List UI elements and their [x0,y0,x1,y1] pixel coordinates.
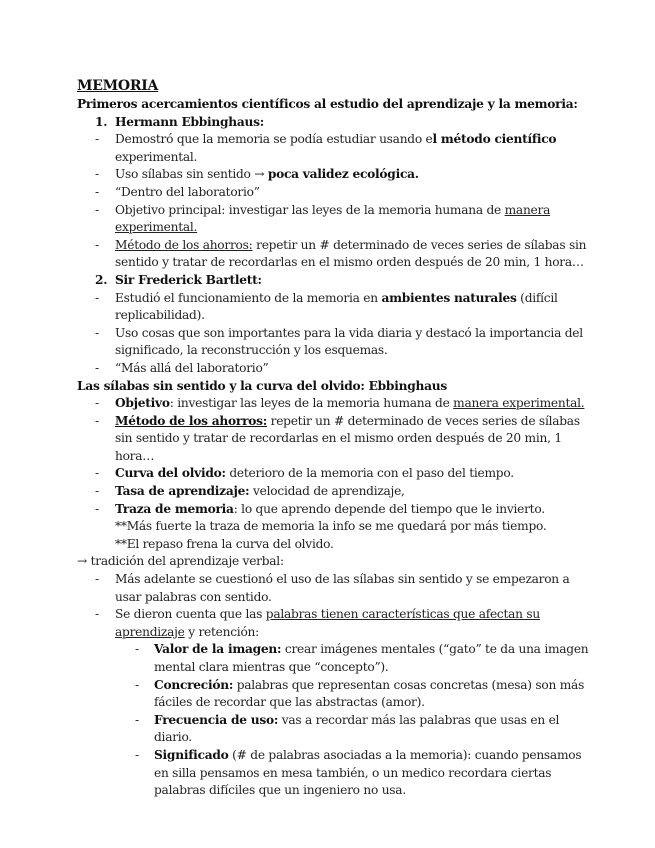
bold-text: Concreción: [154,677,234,692]
note-line: **Más fuerte la traza de memoria la info se me quedará por más tiempo. [115,519,547,534]
list-item [77,413,597,466]
list-number: 1. [95,114,108,129]
text: Estudió el funcionamiento de la memoria en [115,290,382,305]
list-item [77,483,597,501]
sub-list-item [77,677,597,712]
list-item [77,360,597,378]
text: “Más allá del laboratorio” [115,360,269,375]
text: repetir un # determinado de veces series de sílabas sin sentido y tratar de recordarlas en el mismo orden después de 20 min, 1 hora… [115,413,580,463]
bullet-dash: - [135,642,139,657]
text: crear imágenes mentales (“gato” te da una imagen mental clara mientras que “concepto”). [154,642,589,674]
numbered-item-ebbinghaus [77,114,597,132]
sub-list-item [77,641,597,676]
text: Uso sílabas sin sentido → [115,167,268,182]
bold-text: Objetivo [115,396,170,411]
bold-text: Frecuencia de uso: [154,712,279,727]
text: palabras que representan cosas concretas (mesa) son más fáciles de recordar que las abstractas (amor). [154,677,585,710]
text: deterioro de la memoria con el paso del tiempo. [225,466,514,481]
list-number: 2. [95,272,108,287]
bullet-dash: - [95,132,99,147]
text: experimental. [115,149,198,164]
bullet-dash: - [95,413,99,428]
bullet-dash: - [95,290,99,305]
list-item [77,202,597,237]
list-item [77,325,597,360]
bullet-dash: - [95,572,99,587]
sub-list-item [77,712,597,747]
text: Objetivo principal: investigar las leyes de la memoria humana de [115,202,505,217]
bold-text: Significado [154,747,229,762]
list-item [77,571,597,606]
scientist-name: Sir Frederick Bartlett: [115,272,262,287]
bullet-dash: - [95,607,99,622]
note-line: **El repaso frena la curva del olvido. [115,536,334,551]
list-item [77,237,597,272]
text: Uso cosas que son importantes para la vida diaria y destacó la importancia del significado, la reconstrucción y los esquemas. [115,325,583,358]
bullet-dash: - [95,466,99,481]
bold-text: l método científico [432,132,557,147]
list-item [77,606,597,641]
bullet-dash: - [95,184,99,199]
arrow-right-icon: → [77,554,87,569]
text: vas a recordar más las palabras que usas en el diario. [154,712,560,745]
text: tradición del aprendizaje verbal: [86,554,284,569]
bold-text: poca validez ecológica. [267,167,419,182]
list-item [77,465,597,483]
bold-text: Traza de memoria [115,501,234,516]
bullet-dash: - [95,202,99,217]
text: (difícil replicabilidad). [115,290,558,323]
text: (# de palabras asociadas a la memoria): cuando pensamos en silla pensamos en mesa también, o un medico recordara ciertas palabras difíciles que un ingeniero no usa. [154,747,582,798]
bold-text: Curva del olvido: [115,466,226,481]
text: : investigar las leyes de la memoria humana de [169,396,454,411]
document-title: MEMORIA [77,78,159,94]
sub-list-item [77,747,597,800]
bullet-dash: - [95,360,99,375]
bullet-dash: - [95,484,99,499]
bullet-dash: - [95,396,99,411]
list-item [77,131,597,166]
list-item [77,395,597,413]
underlined-text: manera experimental. [453,396,585,411]
text: Demostró que la memoria se podía estudiar usando e [115,132,433,147]
text: y retención: [184,624,259,639]
bullet-dash: - [135,677,139,692]
bold-underlined-text: Método de los ahorros: [115,413,267,428]
bullet-dash: - [95,501,99,516]
bullet-dash: - [135,747,139,762]
text: repetir un # determinado de veces series de sílabas sin sentido y tratar de recordarlas en el mismo orden después de 20 min, 1 hora… [115,237,587,270]
scientist-name: Hermann Ebbinghaus: [115,114,265,129]
bullet-dash: - [95,237,99,252]
document-page [77,77,597,800]
section-heading-tradicion [77,553,597,571]
text: velocidad de aprendizaje, [249,484,405,499]
underlined-text: Método de los ahorros: [115,237,253,252]
bold-text: Tasa de aprendizaje: [115,484,250,499]
text: Se dieron cuenta que las [115,607,266,622]
section-heading-silabas: Las sílabas sin sentido y la curva del olvido: Ebbinghaus [77,378,447,393]
text: Más adelante se cuestionó el uso de las sílabas sin sentido y se empezaron a usar palabras con sentido. [115,572,570,604]
list-item [77,290,597,325]
text: “Dentro del laboratorio” [115,184,260,199]
list-item [77,184,597,202]
bold-text: Valor de la imagen: [154,642,282,657]
underlined-text: manera experimental. [115,202,551,235]
bullet-dash: - [95,167,99,182]
underlined-text: palabras tienen características que afectan su aprendizaje [115,607,541,639]
bold-text: ambientes naturales [381,290,517,305]
numbered-item-bartlett [77,272,597,290]
section-heading-primeros: Primeros acercamientos científicos al estudio del aprendizaje y la memoria: [77,97,578,111]
list-item [77,501,597,519]
text: : lo que aprendo depende del tiempo que le invierto. [233,501,545,516]
bullet-dash: - [135,712,139,727]
bullet-dash: - [95,325,99,340]
list-item [77,166,597,184]
